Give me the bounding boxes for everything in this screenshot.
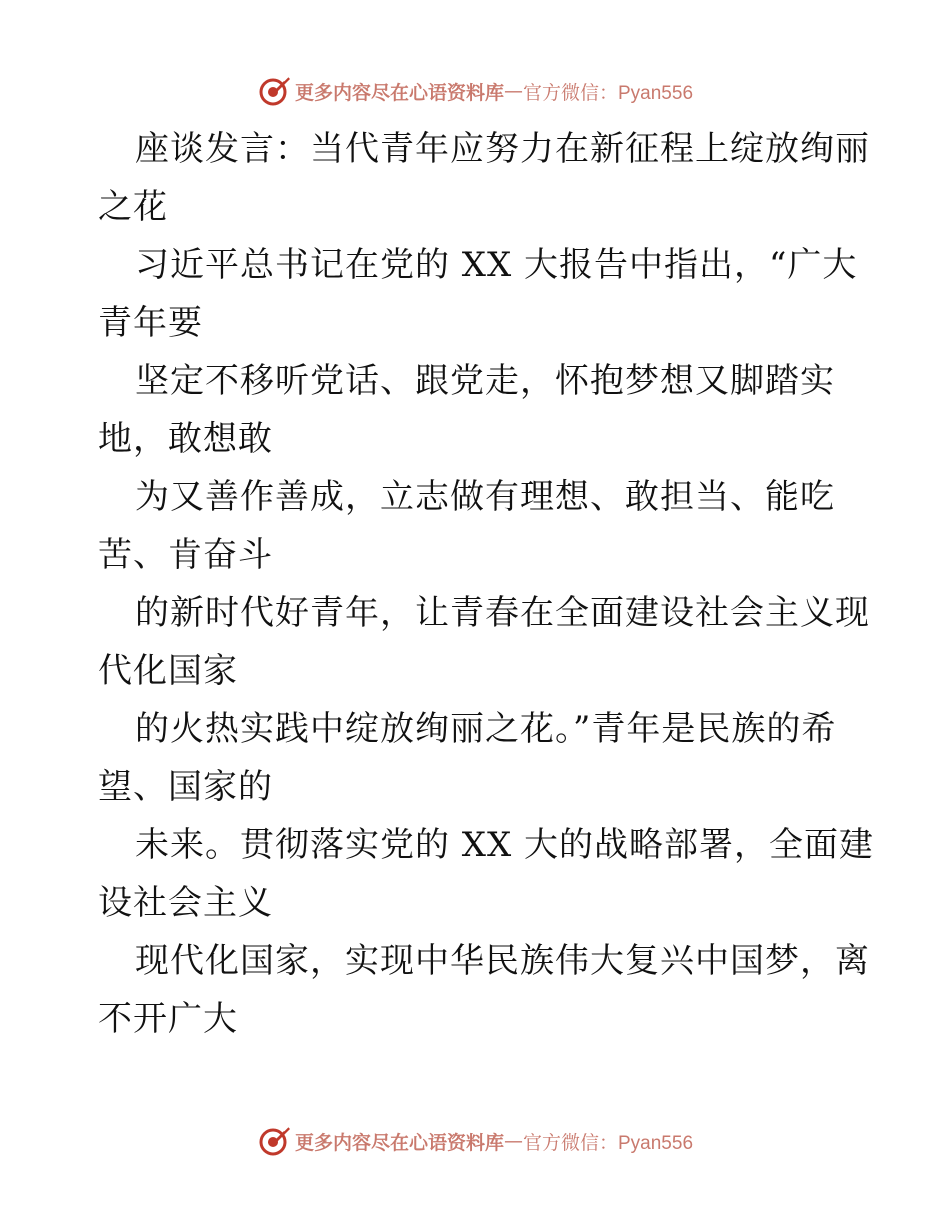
- text-line: 不开广大: [98, 999, 238, 1039]
- text-line: 习近平总书记在党的 XX 大报告中指出，“广大: [135, 245, 858, 285]
- banner-main-text: 更多内容尽在心语资料库: [294, 81, 504, 104]
- footer-main-text: 更多内容尽在心语资料库: [294, 1131, 504, 1154]
- header-banner: [0, 71, 950, 111]
- text-line: 坚定不移听党话、跟党走，怀抱梦想又脚踏实: [135, 361, 835, 401]
- pen-logo-icon: [257, 74, 291, 108]
- document-body: [98, 120, 875, 1048]
- footer-banner: [0, 1121, 950, 1161]
- text-line: 青年要: [98, 303, 203, 343]
- text-line: 代化国家: [98, 651, 238, 691]
- text-line: 望、国家的: [98, 767, 273, 807]
- text-line: 的新时代好青年，让青春在全面建设社会主义现: [135, 593, 870, 633]
- text-line: 地，敢想敢: [98, 419, 273, 459]
- footer-separator: —: [504, 1130, 523, 1152]
- banner-separator: —: [504, 80, 523, 102]
- text-line: 的火热实践中绽放绚丽之花。”青年是民族的希: [135, 709, 837, 749]
- text-line: 之花: [98, 187, 168, 227]
- text-line: 座谈发言：当代青年应努力在新征程上绽放绚丽: [135, 129, 870, 169]
- pen-logo-icon: [257, 1124, 291, 1158]
- text-line: 苦、肯奋斗: [98, 535, 273, 575]
- text-line: 现代化国家，实现中华民族伟大复兴中国梦，离: [135, 941, 870, 981]
- text-line: 设社会主义: [98, 883, 273, 923]
- text-line: 为又善作善成，立志做有理想、敢担当、能吃: [135, 477, 835, 517]
- text-line: 未来。贯彻落实党的 XX 大的战略部署，全面建: [135, 825, 875, 865]
- footer-wechat-text: 官方微信：Pyan556: [523, 1132, 694, 1154]
- banner-wechat-text: 官方微信：Pyan556: [523, 82, 694, 104]
